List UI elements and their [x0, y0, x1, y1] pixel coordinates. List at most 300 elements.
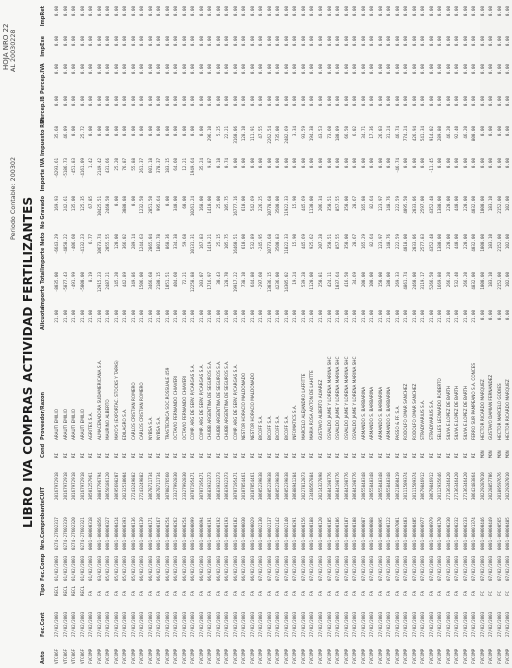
cell-total: 150.00 [377, 272, 383, 288]
cell-tipo: FA [403, 590, 409, 596]
cell-iva: 0.00 [420, 158, 426, 169]
cell-nro: 0001-00000485 [505, 517, 511, 550]
cell-prov: CHUBB ARGENTINA DE SEGUROS S.A. [207, 360, 213, 440]
cell-asto: FVCOMP [283, 648, 289, 664]
cell-cuit: 20229287010 [505, 472, 511, 500]
cell-nro: 0001-00000139 [139, 517, 145, 550]
cell-iva: 0.00 [496, 158, 502, 169]
cell-ret: 0.00 [292, 6, 298, 17]
cell-ret: 0.00 [207, 6, 213, 17]
cell-piva: 0.00 [249, 64, 255, 75]
cell-pib: 0.00 [62, 96, 68, 107]
cell-neto: 1380.00 [437, 234, 443, 252]
cell-cond: RI [335, 452, 341, 458]
cell-pib: 0.00 [266, 96, 272, 107]
cell-cond: RI [360, 452, 366, 458]
cell-piva: 0.00 [79, 64, 85, 75]
cell-piva: 0.00 [164, 64, 170, 75]
cell-tipo: FA [88, 590, 94, 596]
cell-cuit: 30501257961 [88, 472, 94, 500]
cell-exe: 0.00 [445, 36, 451, 47]
cell-fcomp: 06/02/2003 [156, 555, 162, 581]
cell-fcont: 27/02/2003 [462, 611, 468, 637]
cell-exe: 0.00 [96, 36, 102, 47]
cell-fcomp: 07/02/2003 [369, 555, 375, 581]
table-row [325, 0, 334, 668]
cell-tipo: FA [420, 590, 426, 596]
cell-nro: 0001-00000232 [454, 517, 460, 550]
cell-fcont: 27/02/2003 [156, 611, 162, 637]
cell-pib: 0.00 [386, 96, 392, 107]
cell-ret: 0.00 [386, 6, 392, 17]
cell-rni: 26.03 [377, 126, 383, 139]
cell-pib: 0.00 [445, 96, 451, 107]
cell-cond: RI [62, 452, 68, 458]
cell-tipo: FC [505, 590, 511, 596]
cell-prov: ARAUTI EMILIO [71, 408, 77, 440]
cell-nro: 0001-00000087 [360, 517, 366, 550]
cell-total: 183.10 [488, 272, 494, 288]
cell-exe: 0.00 [403, 36, 409, 47]
cell-cond: RI [300, 452, 306, 458]
cell-rni: 774.24 [403, 126, 409, 142]
cell-asto: FVCOMP [122, 648, 128, 664]
cell-tipo: FA [198, 590, 204, 596]
cell-nograv: 2152.00 [496, 196, 502, 214]
cell-iva: 9.87 [207, 158, 213, 169]
cell-neto: -4858.22 [62, 234, 68, 255]
cell-rni: 17.36 [369, 126, 375, 139]
cell-iva: 0.00 [462, 158, 468, 169]
cell-total: 100.00 [369, 272, 375, 288]
cell-fcont: 27/02/2003 [122, 611, 128, 637]
cell-exe: 0.00 [232, 36, 238, 47]
cell-piva: 0.00 [343, 64, 349, 75]
cell-fcomp: 07/02/2003 [258, 555, 264, 581]
cell-asto: FVCOMP [420, 648, 426, 664]
cell-exe: 0.00 [479, 36, 485, 47]
cell-tipo: FA [105, 590, 111, 596]
cell-prov: MARCELO ALEJANDRO LAFFITTE [300, 373, 306, 440]
cell-exe: 0.00 [215, 36, 221, 47]
cell-rni: 92.40 [454, 126, 460, 139]
cell-rni: 3160.06 [232, 126, 238, 144]
cell-asto: FVCOMP [462, 648, 468, 664]
cell-ret: 0.00 [335, 6, 341, 17]
cell-pib: 0.00 [462, 96, 468, 107]
cell-fcont: 27/02/2003 [215, 611, 221, 637]
cell-fcomp: 01/02/2003 [62, 555, 68, 581]
cell-exe: 0.00 [454, 36, 460, 47]
cell-fcomp: 05/02/2003 [105, 555, 111, 581]
cell-fcont: 27/02/2003 [326, 611, 332, 637]
cell-cond: RI [369, 452, 375, 458]
cell-ali: 0.00 [496, 310, 502, 321]
cell-asto: FVCOMP [258, 648, 264, 664]
cell-tipo: FA [181, 590, 187, 596]
cell-ret: 0.00 [96, 6, 102, 17]
cell-nograv: 440.00 [454, 196, 460, 212]
table-row [163, 0, 172, 668]
cell-cond: RI [411, 452, 417, 458]
cell-exe: 0.00 [462, 36, 468, 47]
cell-tipo: FA [326, 590, 332, 596]
cell-cuit: 30605239838 [258, 472, 264, 500]
cell-exe: 0.00 [386, 36, 392, 47]
cell-fcomp: 07/02/2003 [326, 555, 332, 581]
cell-prov: CARLOS CRISTIAN ROMERO [130, 382, 136, 440]
cell-ret: 0.00 [462, 6, 468, 17]
cell-ali: 21.00 [462, 310, 468, 323]
cell-ali: 21.00 [139, 310, 145, 323]
cell-fcont: 27/02/2003 [79, 611, 85, 637]
cell-neto: 16460.51 [232, 234, 238, 255]
cell-iva: 0.00 [266, 158, 272, 169]
cell-tipo: FA [309, 590, 315, 596]
cell-total: 4861.74 [403, 272, 409, 290]
table-row [282, 0, 291, 668]
cell-piva: 0.00 [62, 64, 68, 75]
cell-cuit: 27136346420 [445, 472, 451, 500]
cell-tipo: FA [147, 590, 153, 596]
table-row [486, 0, 495, 668]
cell-prov: SILVIA E.LOPEZ DE BARTH [445, 385, 451, 440]
cell-cond: RI [462, 452, 468, 458]
cell-asto: FVCOMP [207, 648, 213, 664]
cell-rni: 34.71 [360, 126, 366, 139]
cell-fcomp: 07/02/2003 [496, 555, 502, 581]
cell-neto: 857.55 [335, 234, 341, 250]
cell-exe: 0.00 [420, 36, 426, 47]
cell-nro: 0001-00000102 [232, 517, 238, 550]
cell-tipo: FA [360, 590, 366, 596]
cell-fcomp: 07/02/2003 [488, 555, 494, 581]
cell-asto: FVCOMP [113, 648, 119, 664]
cell-asto: FVCOMP [335, 648, 341, 664]
cell-rni: 0.00 [198, 126, 204, 137]
cell-exe: 0.00 [335, 36, 341, 47]
cell-asto: FVCOMP [130, 648, 136, 664]
cell-piva: 0.00 [309, 64, 315, 75]
cell-rni: 0.00 [164, 126, 170, 137]
cell-fcomp: 07/02/2003 [335, 555, 341, 581]
cell-iva: -4161.09 [79, 158, 85, 179]
cell-fcont: 27/02/2003 [258, 611, 264, 637]
cell-asto: FVCOMP [190, 648, 196, 664]
cell-cond: MON [505, 450, 511, 458]
cell-fcont: 27/02/2003 [173, 611, 179, 637]
cell-piva: 0.00 [369, 64, 375, 75]
cell-tipo: FA [190, 590, 196, 596]
cell-rni: 46.20 [462, 126, 468, 139]
table-row [171, 0, 180, 668]
cell-neto: 925.62 [309, 234, 315, 250]
cell-ali: 21.00 [326, 310, 332, 323]
cell-prov: TRASTECNICA SOC.ROSSUALE 459 [164, 367, 170, 440]
cell-total: 8.19 [88, 272, 94, 283]
cell-fcont: 27/02/2003 [54, 611, 59, 637]
cell-cond: RI [130, 452, 136, 458]
cell-cuit: 20111509374 [411, 472, 417, 500]
cell-nro: 0001-00000122 [386, 517, 392, 550]
cell-nro: 0001-00000136 [130, 517, 136, 550]
cell-nro: 0001-00000414 [113, 517, 119, 550]
table-row [256, 0, 265, 668]
cell-fcomp: 07/02/2003 [343, 555, 349, 581]
cell-asto: FVCOMP [317, 648, 323, 664]
cell-nro: 0001-00000230 [445, 517, 451, 550]
cell-rni: 0.00 [181, 126, 187, 137]
table-row [393, 0, 402, 668]
cell-ali: 21.00 [377, 310, 383, 323]
cell-nograv: 1232.50 [139, 196, 145, 214]
cell-nro: 0001-00000105 [326, 517, 332, 550]
table-row [418, 0, 427, 668]
cell-exe: 0.00 [352, 36, 358, 47]
cell-ali: 21.00 [164, 310, 170, 323]
cell-neto: 2865.04 [147, 234, 153, 252]
cell-iva: 0.00 [377, 158, 383, 169]
cell-fcont: 27/02/2003 [360, 611, 366, 637]
cell-fcomp: 07/02/2003 [352, 555, 358, 581]
cell-nro: 0001-00000405 [411, 517, 417, 550]
cell-neto: 148.76 [386, 234, 392, 250]
cell-iva: 0.00 [300, 158, 306, 169]
cell-piva: 0.00 [88, 64, 94, 75]
cell-fcomp: 06/02/2003 [224, 555, 230, 581]
cell-ret: 0.00 [224, 6, 230, 17]
cell-neto: 207.28 [317, 234, 323, 250]
cell-iva: 0.00 [249, 158, 255, 169]
cell-asto: FVCOMP [377, 648, 383, 664]
cell-pib: 0.00 [403, 96, 409, 107]
cell-neto: 25.15 [215, 234, 221, 247]
table-row [503, 0, 512, 668]
cell-ret: 0.00 [62, 6, 68, 17]
cell-prov: NESTOR HORACIO MALDONADO [249, 372, 255, 440]
cell-fcont: 27/02/2003 [377, 611, 383, 637]
cell-fcomp: 06/02/2003 [198, 555, 204, 581]
cell-neto: 10131.31 [190, 234, 196, 255]
cell-tipo: FA [130, 590, 136, 596]
cell-fcont: 27/02/2003 [309, 611, 315, 637]
cell-tipo: FA [386, 590, 392, 596]
cell-fcomp: 01/02/2003 [71, 555, 77, 581]
cell-prov: COMP. ARG DE SERV. P/CARGAS S.A. [198, 364, 204, 440]
cell-neto: -245.95 [258, 234, 264, 252]
cell-cuit: 30605239838 [266, 472, 272, 500]
cell-total: 539.28 [300, 272, 306, 288]
cell-ret: 0.00 [122, 6, 128, 17]
cell-ret: 0.00 [173, 6, 179, 17]
cell-nograv: 445.69 [300, 196, 306, 212]
cell-neto: 10773.68 [266, 234, 272, 255]
column-header: Fec.Cont [40, 612, 46, 637]
cell-ali: 21.00 [224, 310, 230, 323]
cell-nro: 0001-00000254 [164, 517, 170, 550]
document-title: LIBRO IVA COMPRAS ACTIVIDAD FERTILIZANTES [21, 196, 35, 528]
cell-asto: FVCOMP [232, 648, 238, 664]
table-row [95, 0, 104, 668]
cell-nro: 0001-00004856 [96, 517, 102, 550]
cell-cuit: 30679846912 [420, 472, 426, 500]
cell-neto: 102.00 [505, 234, 511, 250]
cell-exe: 0.00 [309, 36, 315, 47]
cell-neto: 2577.83 [420, 234, 426, 252]
cell-ali: 21.00 [420, 310, 426, 323]
cell-exe: 0.00 [79, 36, 85, 47]
column-header: Asto [40, 651, 46, 664]
cell-rni: 0.00 [71, 126, 77, 137]
cell-fcont: 27/02/2003 [411, 611, 417, 637]
cell-tipo: RECL [71, 585, 77, 596]
cell-exe: 0.00 [241, 36, 247, 47]
column-header: Importe IVA [40, 158, 46, 192]
cell-total: -5877.43 [62, 272, 68, 293]
cell-piva: 0.00 [471, 64, 477, 75]
cell-ret: 0.00 [377, 6, 383, 17]
cell-total: -5000.00 [79, 272, 85, 293]
cell-nograv: 242.61 [62, 196, 68, 212]
cell-ret: 0.00 [437, 6, 443, 17]
cell-total: 269.33 [394, 272, 400, 288]
cell-ali: 21.00 [266, 310, 272, 323]
cell-iva: 25.20 [113, 158, 119, 171]
cell-exe: 0.00 [54, 36, 59, 47]
cell-fcomp: 06/02/2003 [139, 555, 145, 581]
table-header [40, 0, 50, 668]
cell-piva: 0.00 [241, 64, 247, 75]
cell-neto: 105.75 [224, 234, 230, 250]
cell-rni: 426.94 [411, 126, 417, 142]
cell-cond: MON [488, 450, 494, 458]
cell-piva: 0.00 [71, 64, 77, 75]
cell-exe: 0.00 [496, 36, 502, 47]
cell-total: -297.60 [258, 272, 264, 290]
cell-rni: 0.00 [105, 126, 111, 137]
cell-asto: FVCOMP [241, 648, 247, 664]
cell-nograv: 169.93 [54, 196, 59, 212]
cell-rni: 0.00 [139, 126, 145, 137]
cell-neto: 82.64 [369, 234, 375, 247]
cell-prov: ARAUTI EMILIO [54, 408, 59, 440]
cell-nro: 0001-00000327 [105, 517, 111, 550]
cell-fcont: 27/02/2003 [71, 611, 77, 637]
cell-neto: 10673.74 [96, 234, 102, 255]
cell-ret: 0.00 [164, 6, 170, 17]
cell-ret: 0.00 [411, 6, 417, 17]
cell-total: 2152.00 [496, 272, 502, 290]
cell-prov: MAURINO ALBERTO [105, 399, 111, 440]
cell-fcont: 27/02/2003 [113, 611, 119, 637]
cell-cond: RI [54, 452, 59, 458]
cell-prov: ALMACENADORA SUDAMERICANA S.A. [96, 360, 102, 440]
cell-nro: 0001-00000188 [309, 517, 315, 550]
cell-cuit: 20167972918 [62, 472, 68, 500]
cell-total: 13036.15 [266, 272, 272, 293]
cell-nro: 0001-00000171 [147, 517, 153, 550]
cell-piva: 0.00 [113, 64, 119, 75]
cell-piva: 0.00 [462, 64, 468, 75]
cell-pib: 0.00 [352, 96, 358, 107]
cell-cuit: 30684198776 [343, 472, 349, 500]
cell-asto: FVCOMP [479, 648, 485, 664]
column-header: Nro.Comprobante [40, 499, 46, 550]
cell-cond: RI [147, 452, 153, 458]
cell-nro: 0001-00000191 [207, 517, 213, 550]
table-row [137, 0, 146, 668]
cell-fcomp: 05/02/2003 [113, 555, 119, 581]
table-row [384, 0, 393, 668]
cell-piva: 0.00 [147, 64, 153, 75]
cell-nro: 0274-27602319 [62, 517, 68, 550]
cell-rni: 180.09 [335, 126, 341, 142]
cell-asto: FVCOMP [96, 648, 102, 664]
cell-nograv: 2851.50 [147, 196, 153, 214]
cell-cuit: 30605239838 [275, 472, 281, 500]
cell-piva: 0.00 [139, 64, 145, 75]
cell-fcomp: 07/02/2003 [292, 555, 298, 581]
cell-cuit: 20214327898 [317, 472, 323, 500]
cell-ret: 0.00 [105, 6, 111, 17]
cell-fcont: 27/02/2003 [488, 611, 494, 637]
cell-pib: 0.00 [488, 96, 494, 107]
cell-iva: 431.66 [105, 158, 111, 174]
cell-tipo: FA [139, 590, 145, 596]
cell-piva: 0.00 [445, 64, 451, 75]
cell-piva: 0.00 [190, 64, 196, 75]
cell-ret: 0.00 [326, 6, 332, 17]
cell-exe: 0.00 [147, 36, 153, 47]
cell-fcont: 27/02/2003 [403, 611, 409, 637]
cell-rni: 0.00 [505, 126, 511, 137]
cell-cond: RI [173, 452, 179, 458]
cell-ret: 0.00 [71, 6, 77, 17]
cell-pib: 0.00 [224, 96, 230, 107]
cell-nro: 0001-00000170 [437, 517, 443, 550]
cell-tipo: FA [156, 590, 162, 596]
cell-nro: 0001-00002140 [283, 517, 289, 550]
cell-iva: 0.00 [445, 158, 451, 169]
cell-nograv: 220.00 [462, 196, 468, 212]
cell-cond: RI [437, 452, 443, 458]
cell-pib: 0.00 [173, 96, 179, 107]
cell-asto: FVCOMP [326, 648, 332, 664]
cell-fcont: 27/02/2003 [232, 611, 238, 637]
cell-fcomp: 07/02/2003 [428, 555, 434, 581]
cell-pib: 0.00 [309, 96, 315, 107]
cell-tipo: RECL [79, 585, 85, 596]
cell-pib: 0.00 [113, 96, 119, 107]
cell-pib: 0.00 [335, 96, 341, 107]
cell-nograv: 123.97 [377, 196, 383, 212]
cell-rni: 5.25 [215, 126, 221, 137]
cell-ali: 21.00 [403, 310, 409, 323]
cell-piva: 0.00 [386, 64, 392, 75]
cell-asto: FVCOMP [266, 648, 272, 664]
table-row [52, 0, 61, 668]
cell-exe: 0.00 [360, 36, 366, 47]
cell-cond: RI [122, 452, 128, 458]
cell-prov: COMP. ARG DE SERV. P/CARGAS S.A. [190, 364, 196, 440]
cell-piva: 0.00 [488, 64, 494, 75]
cell-pib: 0.00 [198, 96, 204, 107]
cell-rni: 93.59 [300, 126, 306, 139]
cell-pib: 0.00 [122, 96, 128, 107]
cell-total: 2180.15 [156, 272, 162, 290]
column-header: Tipo [40, 583, 46, 596]
cell-prov: SILVIA E.LOPEZ DE BARTH [454, 385, 460, 440]
